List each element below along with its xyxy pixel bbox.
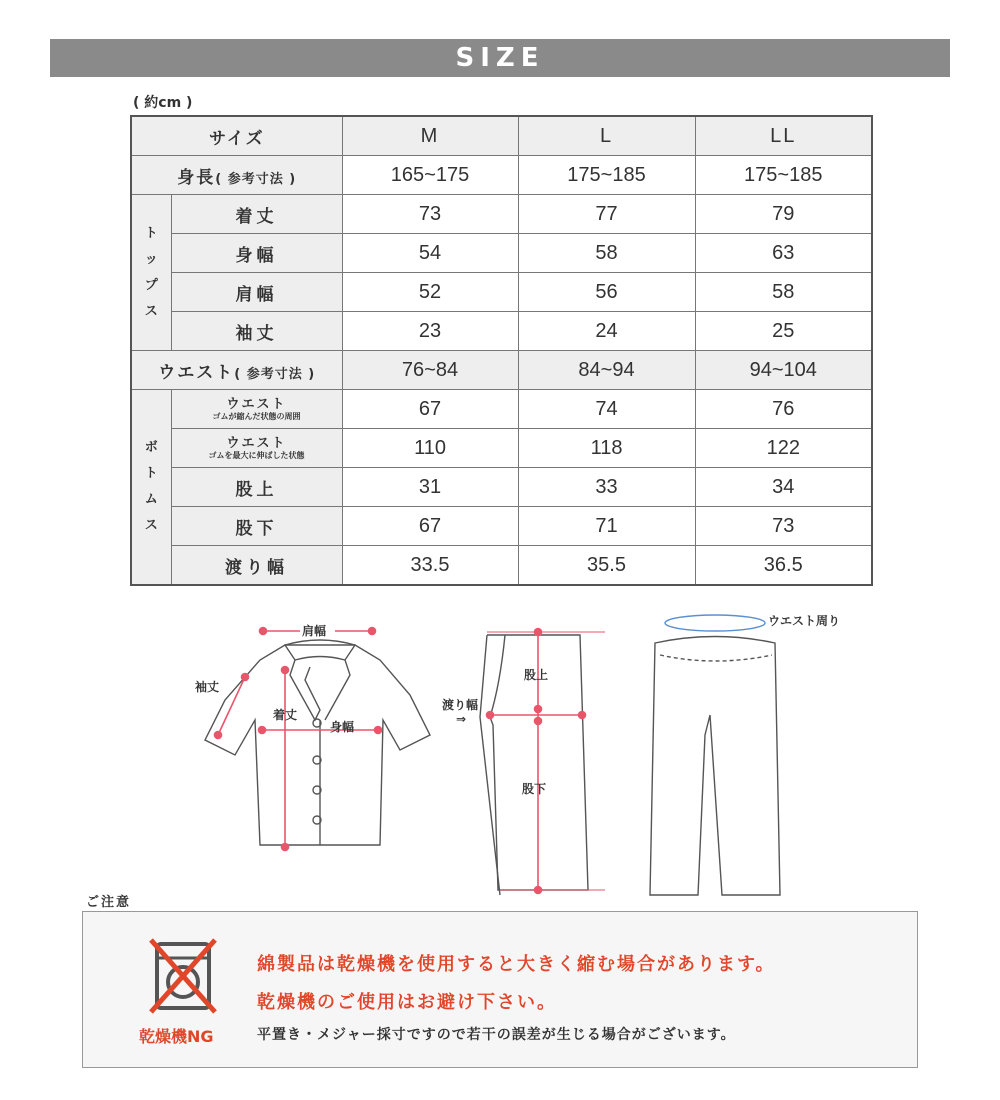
table-cell: 73 <box>342 195 518 234</box>
size-m-header: M <box>342 116 518 156</box>
size-l-header: L <box>518 116 695 156</box>
row-label: 渡り幅 <box>171 546 342 586</box>
table-cell: 84~94 <box>518 351 695 390</box>
notice-box <box>82 911 918 1068</box>
header-label: サイズ <box>131 116 342 156</box>
tops-group-label <box>131 195 171 351</box>
row-label <box>171 429 342 468</box>
row-label-main: ウエスト <box>226 435 287 451</box>
table-cell: 36.5 <box>695 546 872 586</box>
row-label-sub: ゴムを最大に伸ばした状態 <box>208 450 305 460</box>
table-cell: 74 <box>518 390 695 429</box>
row-label: 股上 <box>171 468 342 507</box>
table-row <box>131 429 872 468</box>
table-row <box>131 507 872 546</box>
table-cell: 73 <box>695 507 872 546</box>
row-label-main: ウエスト <box>226 396 287 412</box>
table-cell: 67 <box>342 507 518 546</box>
table-cell: 79 <box>695 195 872 234</box>
size-table <box>130 115 873 586</box>
table-cell: 23 <box>342 312 518 351</box>
table-row <box>131 312 872 351</box>
bottoms-vertical-text: ボ ト ム ス <box>144 440 158 533</box>
table-cell: 77 <box>518 195 695 234</box>
pants-front-illustration <box>650 615 780 895</box>
table-cell: 58 <box>518 234 695 273</box>
rise-label: 股上 <box>524 668 549 682</box>
notice-title: ご注意 <box>86 895 132 910</box>
warning-line-2: 乾燥機のご使用はお避け下さい。 <box>257 992 557 1013</box>
height-label <box>131 156 342 195</box>
length-label: 着丈 <box>273 708 298 722</box>
row-label: 身幅 <box>171 234 342 273</box>
table-row <box>131 546 872 586</box>
unit-note: ( 約cm ) <box>133 95 193 111</box>
table-cell: 71 <box>518 507 695 546</box>
waist-circ-label: ウエスト周り <box>768 614 841 628</box>
row-label <box>171 390 342 429</box>
table-cell: 33.5 <box>342 546 518 586</box>
row-label: 袖丈 <box>171 312 342 351</box>
table-cell: 122 <box>695 429 872 468</box>
table-cell: 35.5 <box>518 546 695 586</box>
table-cell: 118 <box>518 429 695 468</box>
waist-label-text: ウエスト <box>158 362 235 383</box>
row-label: 着丈 <box>171 195 342 234</box>
size-banner: SIZE <box>50 39 950 77</box>
table-cell: 25 <box>695 312 872 351</box>
table-row <box>131 156 872 195</box>
waist-label <box>131 351 342 390</box>
table-cell: 175~185 <box>518 156 695 195</box>
thigh-label: 渡り幅 <box>442 698 479 712</box>
table-row <box>131 351 872 390</box>
table-cell: 52 <box>342 273 518 312</box>
sleeve-label: 袖丈 <box>195 680 220 694</box>
table-cell: 33 <box>518 468 695 507</box>
notice-line-3: 平置き・メジャー採寸ですので若干の誤差が生じる場合がございます。 <box>257 1027 736 1043</box>
table-cell: 63 <box>695 234 872 273</box>
table-row <box>131 234 872 273</box>
table-cell: 110 <box>342 429 518 468</box>
inseam-label: 股下 <box>522 782 547 796</box>
table-cell: 76~84 <box>342 351 518 390</box>
table-row <box>131 468 872 507</box>
table-cell: 54 <box>342 234 518 273</box>
table-cell: 94~104 <box>695 351 872 390</box>
shirt-illustration <box>205 640 430 845</box>
table-cell: 175~185 <box>695 156 872 195</box>
table-row <box>131 273 872 312</box>
table-cell: 31 <box>342 468 518 507</box>
table-cell: 67 <box>342 390 518 429</box>
warning-line-1: 綿製品は乾燥機を使用すると大きく縮む場合があります。 <box>257 954 776 975</box>
table-cell: 34 <box>695 468 872 507</box>
bottoms-group-label <box>131 390 171 586</box>
row-label-sub: ゴムが縮んだ状態の周囲 <box>212 411 301 421</box>
tops-vertical-text: ト ッ プ ス <box>144 225 158 319</box>
table-header-row <box>131 116 872 156</box>
table-row <box>131 195 872 234</box>
table-row <box>131 390 872 429</box>
row-label: 股下 <box>171 507 342 546</box>
shoulder-label: 肩幅 <box>302 624 327 638</box>
size-ll-header: LL <box>695 116 872 156</box>
height-label-text: 身長 <box>177 167 216 188</box>
height-paren: ( 参考寸法 ) <box>215 171 297 187</box>
table-cell: 165~175 <box>342 156 518 195</box>
table-cell: 58 <box>695 273 872 312</box>
table-cell: 56 <box>518 273 695 312</box>
table-cell: 76 <box>695 390 872 429</box>
table-cell: 24 <box>518 312 695 351</box>
thigh-arrow: ⇒ <box>456 712 467 726</box>
waist-paren: ( 参考寸法 ) <box>234 366 316 382</box>
row-label: 肩幅 <box>171 273 342 312</box>
dryer-ng-label: 乾燥機NG <box>139 1027 214 1046</box>
measurement-diagram <box>180 605 880 905</box>
dryer-prohibited-icon <box>143 936 223 1016</box>
width-label: 身幅 <box>330 720 355 734</box>
